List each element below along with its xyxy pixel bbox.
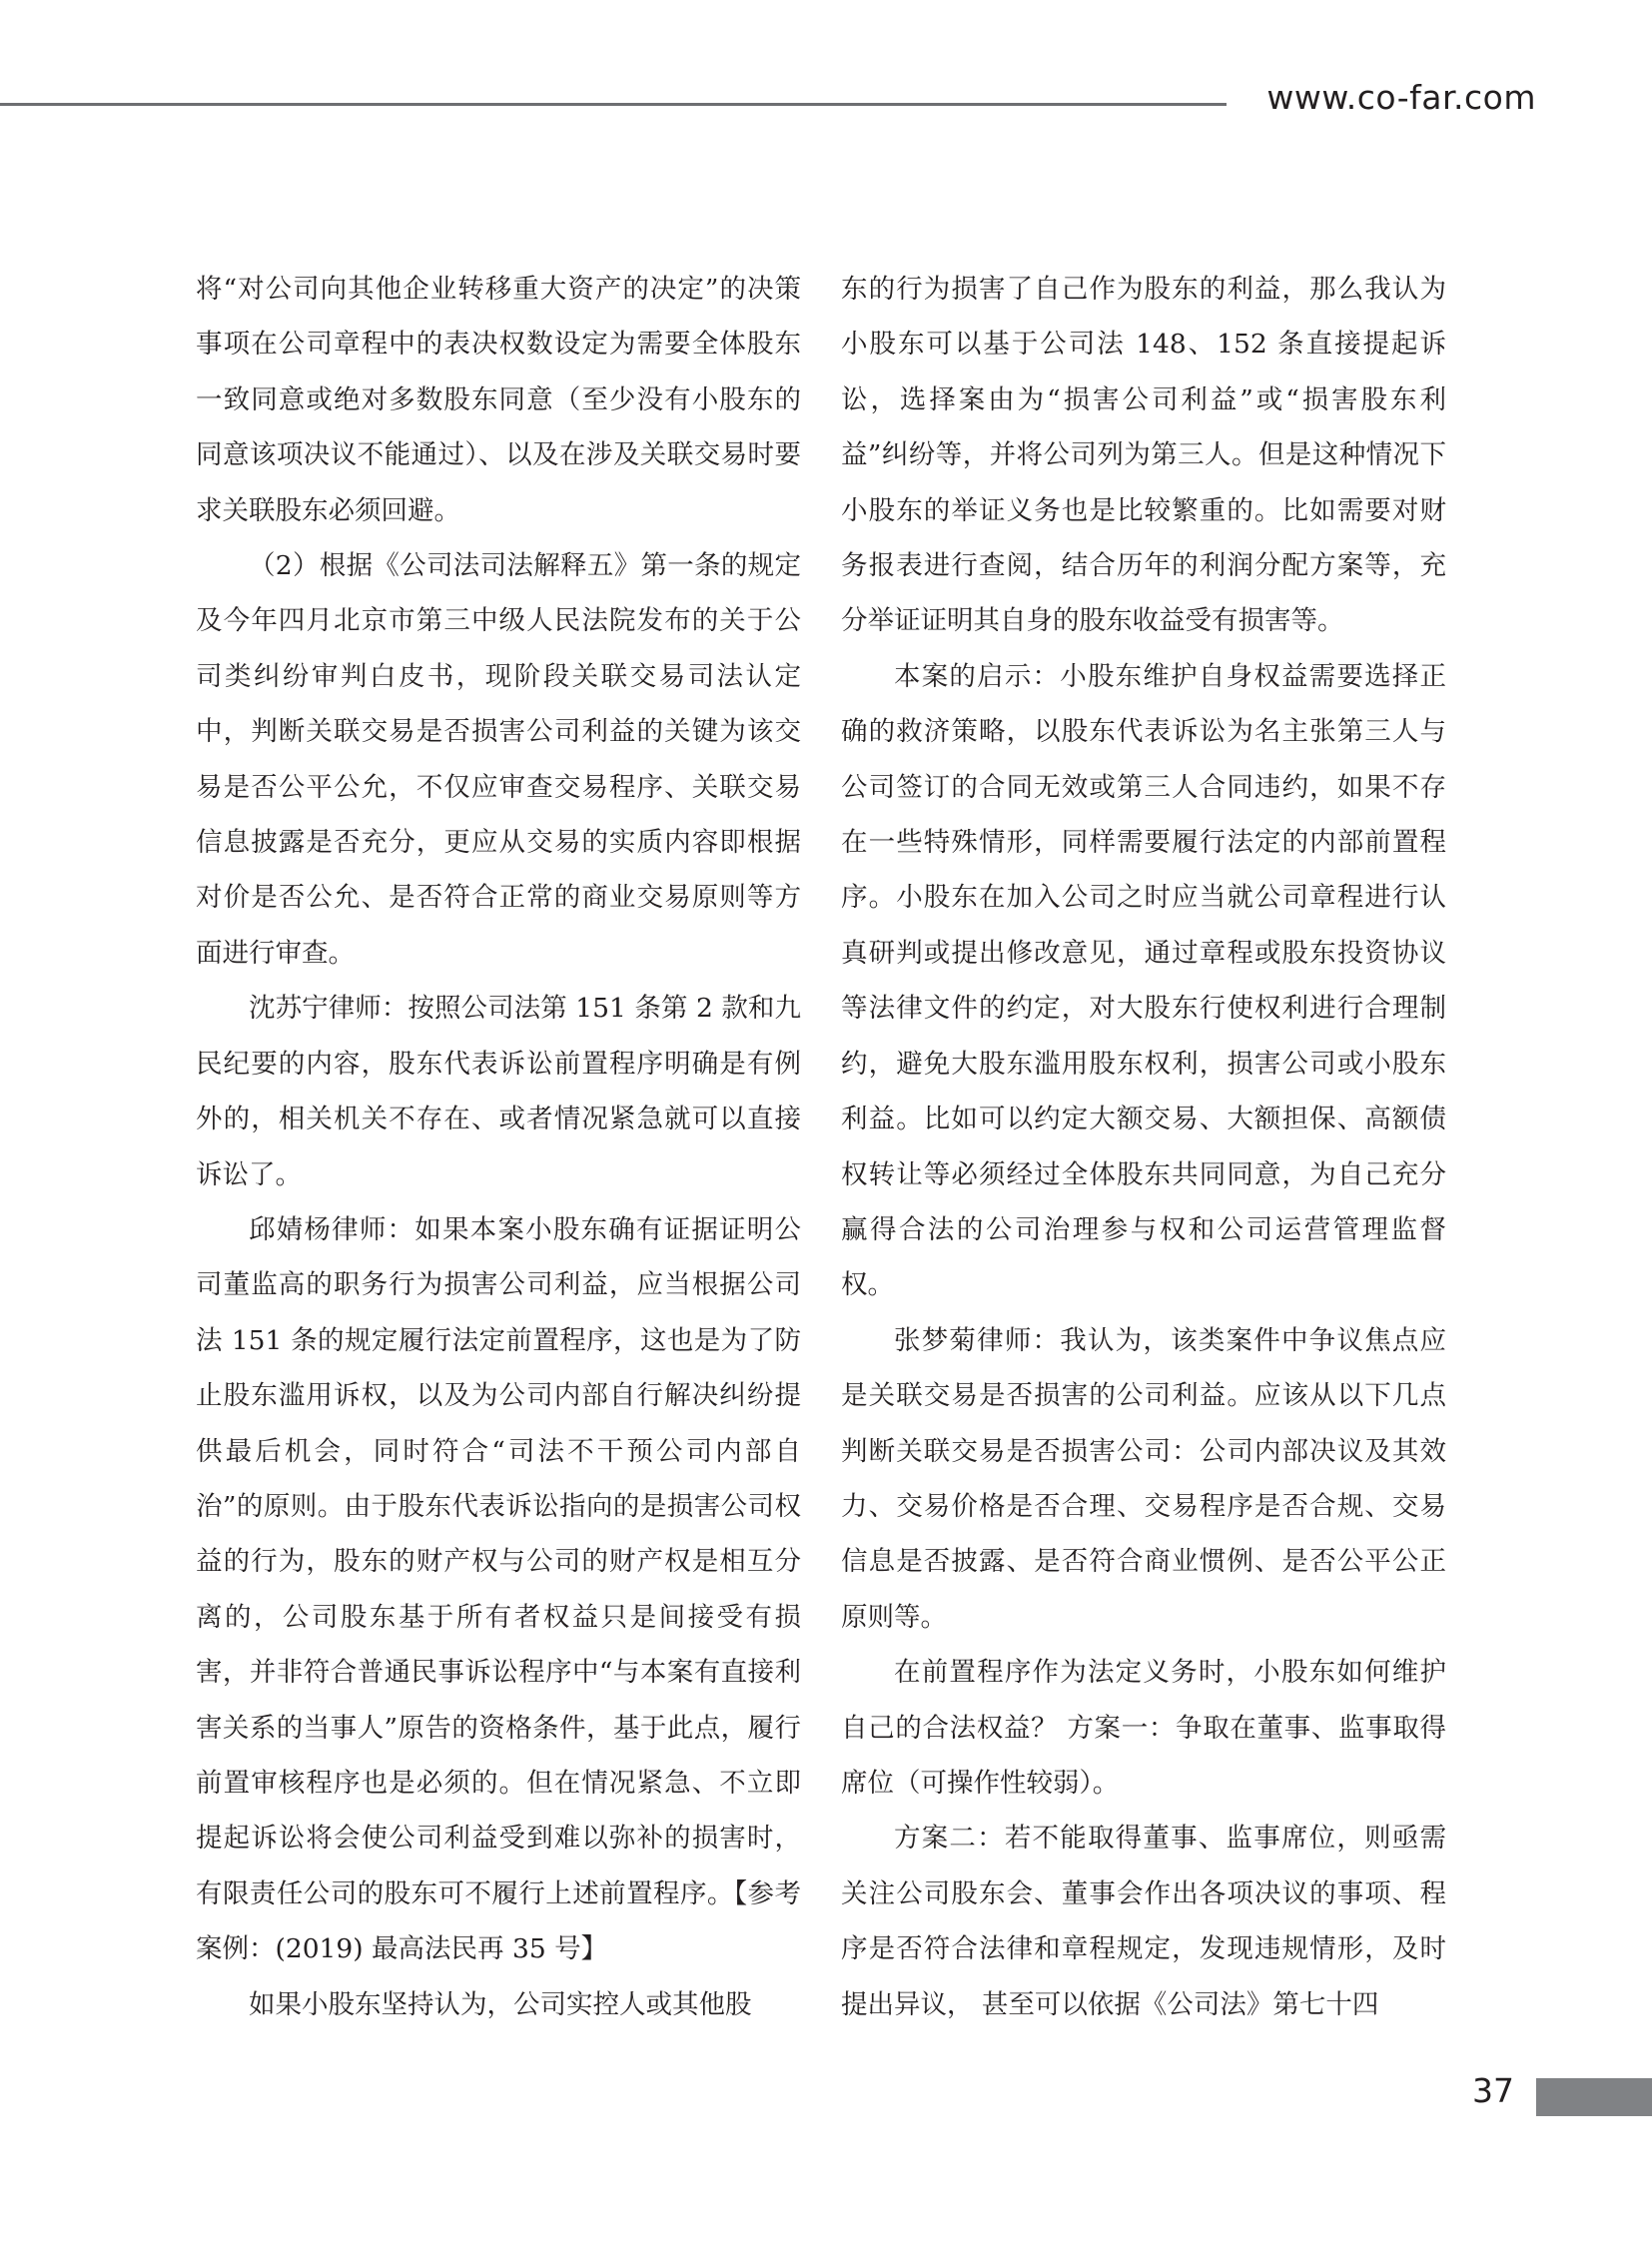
paragraph: 方案二：若不能取得董事、监事席位，则亟需关注公司股东会、董事会作出各项决议的事项、程序是否符合法律和章程规定，发现违规情形，及时提出异议， 甚至可以依据《公司法》第七十四 [841, 1823, 1446, 2020]
header-rule [0, 103, 1227, 106]
paragraph: 东的行为损害了自己作为股东的利益，那么我认为小股东可以基于公司法 148、152 条直接提起诉讼，选择案由为“损害公司利益”或“损害股东利益”纠纷等，并将公司列为第三人。但是这种情况下小股东的举证义务也是比较繁重的。比如需要对财务报表进行查阅，结合历年的利润分配方案等，充分举证证明其自身的股东收益受有损害等。 [841, 274, 1446, 637]
paragraph: 如果小股东坚持认为，公司实控人或其他股 [249, 1988, 752, 2020]
page-number: 37 [1472, 2071, 1514, 2110]
right-column [841, 262, 1446, 2032]
header-url: www.co-far.com [1266, 78, 1536, 117]
paragraph: 沈苏宁律师：按照公司法第 151 条第 2 款和九民纪要的内容，股东代表诉讼前置程序明确是有例外的，相关机关不存在、或者情况紧急就可以直接诉讼了。 [196, 993, 801, 1190]
paragraph: （2）根据《公司法司法解释五》第一条的规定及今年四月北京市第三中级人民法院发布的关于公司类纠纷审判白皮书，现阶段关联交易司法认定中，判断关联交易是否损害公司利益的关键为该交易是否公平公允，不仅应审查交易程序、关联交易信息披露是否充分，更应从交易的实质内容即根据对价是否公允、是否符合正常的商业交易原则等方面进行审查。 [196, 550, 801, 969]
paragraph: 将“对公司向其他企业转移重大资产的决定”的决策事项在公司章程中的表决权数设定为需要全体股东一致同意或绝对多数股东同意（至少没有小股东的同意该项决议不能通过）、以及在涉及关联交易时要求关联股东必须回避。 [196, 274, 801, 526]
paragraph: 张梦菊律师：我认为，该类案件中争议焦点应是关联交易是否损害的公司利益。应该从以下几点判断关联交易是否损害公司：公司内部决议及其效力、交易价格是否合理、交易程序是否合规、交易信息是否披露、是否符合商业惯例、是否公平公正原则等。 [841, 1324, 1446, 1633]
paragraph: 邱婧杨律师：如果本案小股东确有证据证明公司董监高的职务行为损害公司利益，应当根据公司法 151 条的规定履行法定前置程序，这也是为了防止股东滥用诉权，以及为公司内部自行解决纠纷提供最后机会，同时符合“司法不干预公司内部自治”的原则。由于股东代表诉讼指向的是损害公司权益的行为，股东的财产权与公司的财产权是相互分离的，公司股东基于所有者权益只是间接受有损害，并非符合普通民事诉讼程序中“与本案有直接利害关系的当事人”原告的资格条件，基于此点，履行前置审核程序也是必须的。但在情况紧急、不立即提起诉讼将会使公司利益受到难以弥补的损害时，有限责任公司的股东可不履行上述前置程序。【参考案例：(2019) 最高法民再 35 号】 [196, 1213, 801, 1965]
page-number-bar [1536, 2078, 1652, 2116]
paragraph: 在前置程序作为法定义务时，小股东如何维护自己的合法权益？ 方案一：争取在董事、监事取得席位（可操作性较弱）。 [841, 1657, 1446, 1799]
left-column [196, 262, 801, 2032]
paragraph: 本案的启示：小股东维护自身权益需要选择正确的救济策略，以股东代表诉讼为名主张第三人与公司签订的合同无效或第三人合同违约，如果不存在一些特殊情形，同样需要履行法定的内部前置程序。小股东在加入公司之时应当就公司章程进行认真研判或提出修改意见，通过章程或股东投资协议等法律文件的约定，对大股东行使权利进行合理制约，避免大股东滥用股东权利，损害公司或小股东利益。比如可以约定大额交易、大额担保、高额债权转让等必须经过全体股东共同同意，为自己充分赢得合法的公司治理参与权和公司运营管理监督权。 [841, 660, 1446, 1301]
